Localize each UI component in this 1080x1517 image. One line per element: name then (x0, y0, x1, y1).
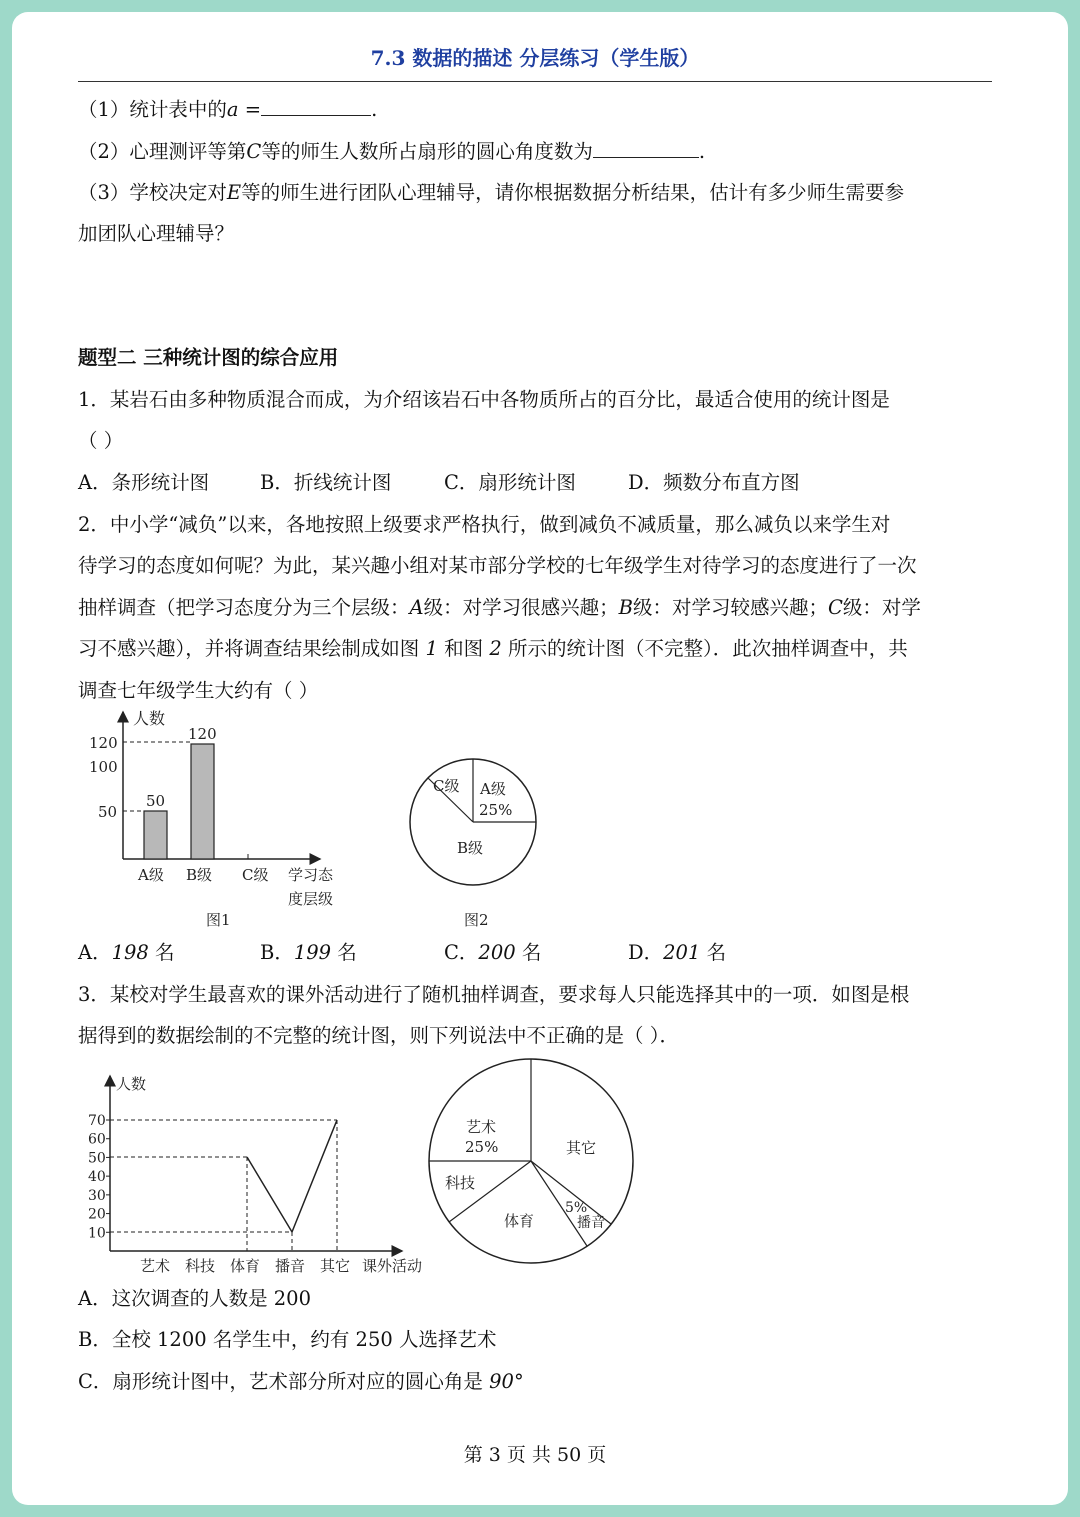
q2-option-a-num: 198 (111, 941, 149, 964)
fig3-ytick-60: 60 (88, 1131, 106, 1148)
fig3-ytick-50: 50 (88, 1150, 106, 1167)
fig1-ylabel: 人数 (133, 709, 166, 728)
q2-line3-b: 级：对学习很感兴趣； (423, 596, 619, 619)
fig4-label-art: 艺术 (466, 1118, 497, 1136)
var-e: E (226, 181, 242, 204)
fig2-label-b: B级 (457, 839, 484, 857)
fig4-label-tech: 科技 (445, 1174, 476, 1192)
q2-option-a-letter: A． (78, 941, 112, 964)
fig1-ytick-120: 120 (89, 734, 118, 752)
fig-ref-1: 1 (425, 637, 438, 660)
q2-option-a-unit: 名 (155, 941, 175, 964)
q2-line5: 调查七年级学生大约有（ ） (78, 679, 319, 702)
fig3-xlabel: 课外活动 (362, 1257, 423, 1275)
q2-option-c-unit: 名 (521, 941, 542, 964)
section-title: 题型二 三种统计图的综合应用 (78, 346, 339, 369)
prev-q2-pre: （2）心理测评等第 (78, 140, 247, 163)
fig1-ytick-100: 100 (89, 758, 118, 776)
q3-option-b[interactable]: B．全校 1200 名学生中，约有 250 人选择艺术 (78, 1328, 497, 1351)
q2-line1: 2．中小学“减负”以来，各地按照上级要求严格执行，做到减负不减质量，那么减负以来学生对 (78, 513, 891, 536)
fig2-label-c: C级 (433, 777, 460, 795)
fig4-label-pe: 体育 (504, 1212, 535, 1230)
prev-q3-post: 等的师生进行团队心理辅导，请你根据数据分析结果，估计有多少师生需要参 (241, 181, 905, 204)
q2-option-d-unit: 名 (706, 941, 727, 964)
prev-q3-line2: 加团队心理辅导？ (78, 222, 235, 245)
q3-option-c[interactable] (78, 1368, 992, 1396)
q1-option-b[interactable]: B．折线统计图 (260, 471, 392, 494)
q3-option-a[interactable]: A．这次调查的人数是 200 (78, 1287, 312, 1310)
q2-line2: 待学习的态度如何呢？为此，某兴趣小组对某市部分学校的七年级学生对待学习的态度进行了一次 (78, 554, 917, 577)
fig1-label-a: 50 (146, 792, 166, 810)
fig1-ytick-50: 50 (98, 803, 118, 821)
q1-line2: （ ） (78, 429, 124, 452)
fig3-ytick-20: 20 (88, 1206, 106, 1223)
prev-q1-eq: = (238, 98, 262, 121)
q3-line2: 据得到的数据绘制的不完整的统计图，则下列说法中不正确的是（ ）． (78, 1024, 679, 1047)
fig3-ytick-30: 30 (88, 1187, 106, 1204)
fig3-series-line (247, 1120, 337, 1232)
q2-option-c-num: 200 (478, 941, 516, 964)
fig3-xtick-other: 其它 (320, 1257, 351, 1275)
fig1-xtick-a: A级 (138, 866, 164, 884)
q2-line3-a: 抽样调查（把学习态度分为三个层级： (78, 596, 410, 619)
prev-q3-pre: （3）学校决定对 (78, 181, 227, 204)
prev-q1-text: （1）统计表中的 (78, 98, 227, 121)
fig3-ylabel: 人数 (116, 1075, 147, 1093)
prev-q1-end: . (371, 98, 378, 121)
fig3-ytick-70: 70 (88, 1113, 106, 1129)
q2-line3-c: 级：对学习较感兴趣； (632, 596, 828, 619)
q2-line4-a: 习不感兴趣），并将调查结果绘制成如图 (78, 637, 420, 660)
q2-line3-d: 级：对学 (842, 596, 921, 619)
q1-line1: 1．某岩石由多种物质混合而成，为介绍该岩石中各物质所占的百分比，最适合使用的统计图是 (78, 388, 890, 411)
fig2-label-a: A级 (480, 780, 506, 798)
q2-line4-c: 所示的统计图（不完整）．此次抽样调查中，共 (507, 637, 908, 660)
q2-option-c-letter: C． (444, 941, 479, 964)
fig-ref-2: 2 (489, 637, 502, 660)
fig2-pct-a: 25% (479, 801, 513, 819)
var-a: A (409, 596, 424, 619)
var-c: C (246, 140, 262, 163)
fig1-xlabel-1: 学习态 (288, 866, 334, 884)
fig1-title: 图1 (206, 911, 231, 929)
fig3-xtick-tech: 科技 (185, 1257, 216, 1275)
q2-option-d-num: 201 (663, 941, 701, 964)
page-header-title: 7.3 数据的描述 分层练习（学生版） (370, 46, 700, 70)
fig1-xlabel-2: 度层级 (288, 890, 334, 908)
q1-option-c[interactable]: C．扇形统计图 (444, 471, 576, 494)
page-footer: 第 3 页 共 50 页 (463, 1444, 607, 1466)
q3-option-c-text: C．扇形统计图中，艺术部分所对应的圆心角是 (78, 1370, 490, 1393)
prev-q2-post: 等的师生人数所占扇形的圆心角度数为 (261, 140, 593, 163)
var-b: B (618, 596, 633, 619)
q2-option-d-letter: D． (628, 941, 664, 964)
var-a: a (226, 98, 239, 121)
q2-line4-b: 和图 (444, 637, 484, 660)
q1-option-d[interactable]: D．频数分布直方图 (628, 471, 800, 494)
var-c: C (827, 596, 843, 619)
fig2-title: 图2 (464, 911, 489, 929)
q2-option-b-num: 199 (293, 941, 332, 964)
fig3-xtick-pe: 体育 (230, 1257, 261, 1275)
fig1-xtick-c: C级 (242, 866, 269, 884)
fig1-xtick-b: B级 (186, 866, 213, 884)
prev-q2-end: . (698, 140, 706, 163)
q1-option-a[interactable]: A．条形统计图 (78, 471, 210, 494)
q2-option-b-unit: 名 (337, 941, 357, 964)
fig3-ytick-40: 40 (88, 1169, 106, 1186)
fig3-ytick-10: 10 (88, 1225, 106, 1242)
fig4-pct-art: 25% (465, 1138, 499, 1156)
fig1-label-b: 120 (188, 725, 217, 743)
fig3-yticks (88, 1113, 110, 1241)
q3-line1: 3．某校对学生最喜欢的课外活动进行了随机抽样调查，要求每人只能选择其中的一项．如图是根 (78, 983, 910, 1006)
fig3-xtick-bc: 播音 (275, 1257, 306, 1275)
fig4-label-other: 其它 (566, 1139, 597, 1157)
q2-option-b-letter: B． (260, 941, 294, 964)
fig4-label-bc: 播音 (577, 1215, 605, 1231)
fig4-pct-bc: 5% (565, 1200, 588, 1216)
fig3-xtick-art: 艺术 (140, 1257, 171, 1275)
q3-option-c-value: 90° (489, 1370, 524, 1393)
